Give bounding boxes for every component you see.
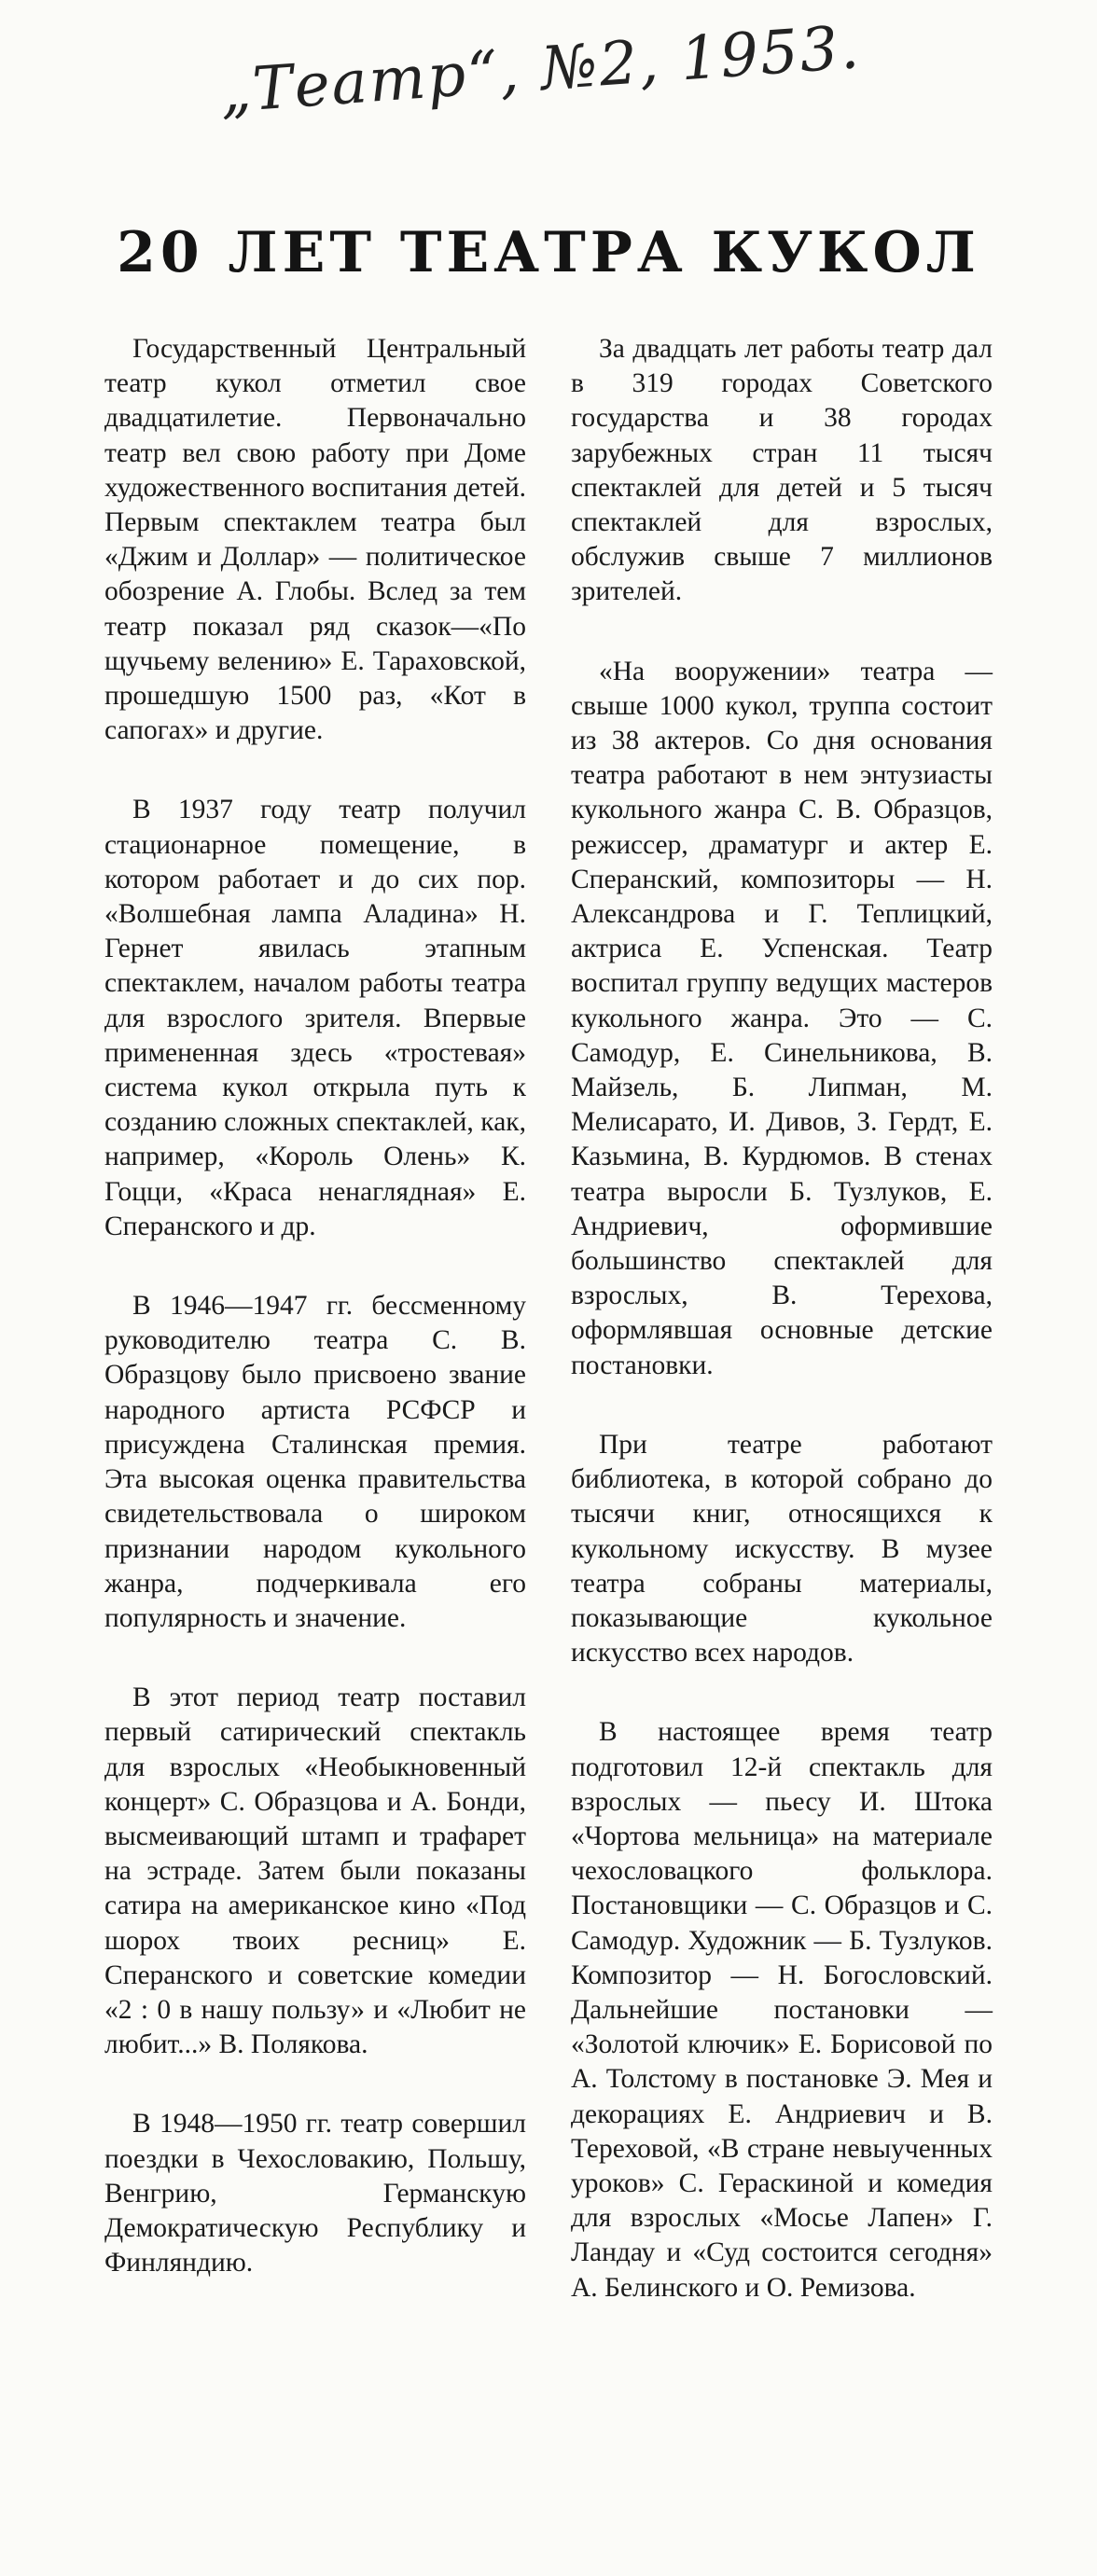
- right-column: [571, 332, 993, 2306]
- paragraph: «На вооружении» театра — свыше 1000 кукол, труппа состоит из 38 актеров. Со дня основания театра работают в нем энтузиасты кукольного жанра С. В. Образцов, режиссер, драматург и актер Е. Сперанский, композиторы — Н. Александрова и Г. Теплицкий, актриса Е. Успенская. Театр воспитал группу ведущих мастеров кукольного жанра. Это — С. Самодур, Е. Синельникова, В. Майзель, Б. Липман, М. Мелисарато, И. Дивов, З. Гердт, Е. Казьмина, В. Курдюмов. В стенах театра выросли Б. Тузлуков, Е. Андриевич, оформившие большинство спектаклей для взрослых, В. Терехова, оформлявшая основные детские постановки.: [571, 656, 993, 1380]
- paragraph: В 1948—1950 гг. театр совершил поездки в Чехословакию, Польшу, Венгрию, Германскую Демократическую Республику и Финляндию.: [104, 2109, 526, 2278]
- paragraph: В 1946—1947 гг. бессменному руководителю театра С. В. Образцову было присвоено звание народного артиста РСФСР и присуждена Сталинская премия. Эта высокая оценка правительства свидетельствовала о широком признании народом кукольного жанра, подчеркивала его популярность и значение.: [104, 1291, 526, 1633]
- paragraph: При театре работают библиотека, в которой собрано до тысячи книг, относящихся к кукольному искусству. В музее театра собраны материалы, показывающие кукольное искусство всех народов.: [571, 1429, 993, 1669]
- left-column: [104, 332, 526, 2280]
- handwritten-source-note: „Театр“, №2, 1953.: [217, 13, 864, 127]
- paragraph: Государственный Центральный театр кукол отметил свое двадцатилетие. Первоначально театр вел свою работу при Доме художественного воспитания детей. Первым спектаклем театра был «Джим и Доллар» — политическое обозрение А. Глобы. Вслед за тем театр показал ряд сказок—«По щучьему велению» Е. Тараховской, прошедшую 1500 раз, «Кот в сапогах» и другие.: [104, 334, 527, 746]
- paragraph: В 1937 году театр получил стационарное помещение, в котором работает и до сих пор. «Волшебная лампа Аладина» Н. Гернет явилась этапным спектаклем, началом работы театра для взрослого зрителя. Впервые примененная здесь «тростевая» система кукол открыла путь к созданию сложных спектаклей, как, например, «Король Олень» К. Гоцци, «Краса ненаглядная» Е. Сперанского и др.: [104, 795, 526, 1241]
- paragraph: В этот период театр поставил первый сатирический спектакль для взрослых «Необыкновенный концерт» С. Образцова и А. Бонди, высмеивающий штамп и трафарет на эстраде. Затем были показаны сатира на американское кино «Под шорох твоих ресниц» Е. Сперанского и советские комедии «2 : 0 в нашу пользу» и «Любит не любит...» В. Полякова.: [104, 1683, 526, 2060]
- paragraph: За двадцать лет работы театр дал в 319 городах Советского государства и 38 городах зарубежных стран 11 тысяч спектаклей для детей и 5 тысяч спектаклей для взрослых, обслужив свыше 7 миллионов зрителей.: [571, 334, 993, 607]
- paragraph: В настоящее время театр подготовил 12-й спектакль для взрослых — пьесу И. Штока «Чортова мельница» на материале чехословацкого фольклора. Постановщики — С. Образцов и С. Самодур. Художник — Б. Тузлуков. Композитор — Н. Богословский. Дальнейшие постановки — «Золотой ключик» Е. Борисовой по А. Толстому в постановке Э. Мея и декорациях Е. Андриевич и В. Тереховой, «В стране невыученных уроков» С. Гераскиной и комедия для взрослых «Мосье Лапен» Г. Ландау и «Суд состоится сегодня» А. Белинского и О. Ремизова.: [571, 1717, 993, 2303]
- article-title: 20 ЛЕТ ТЕАТРА КУКОЛ: [117, 220, 980, 285]
